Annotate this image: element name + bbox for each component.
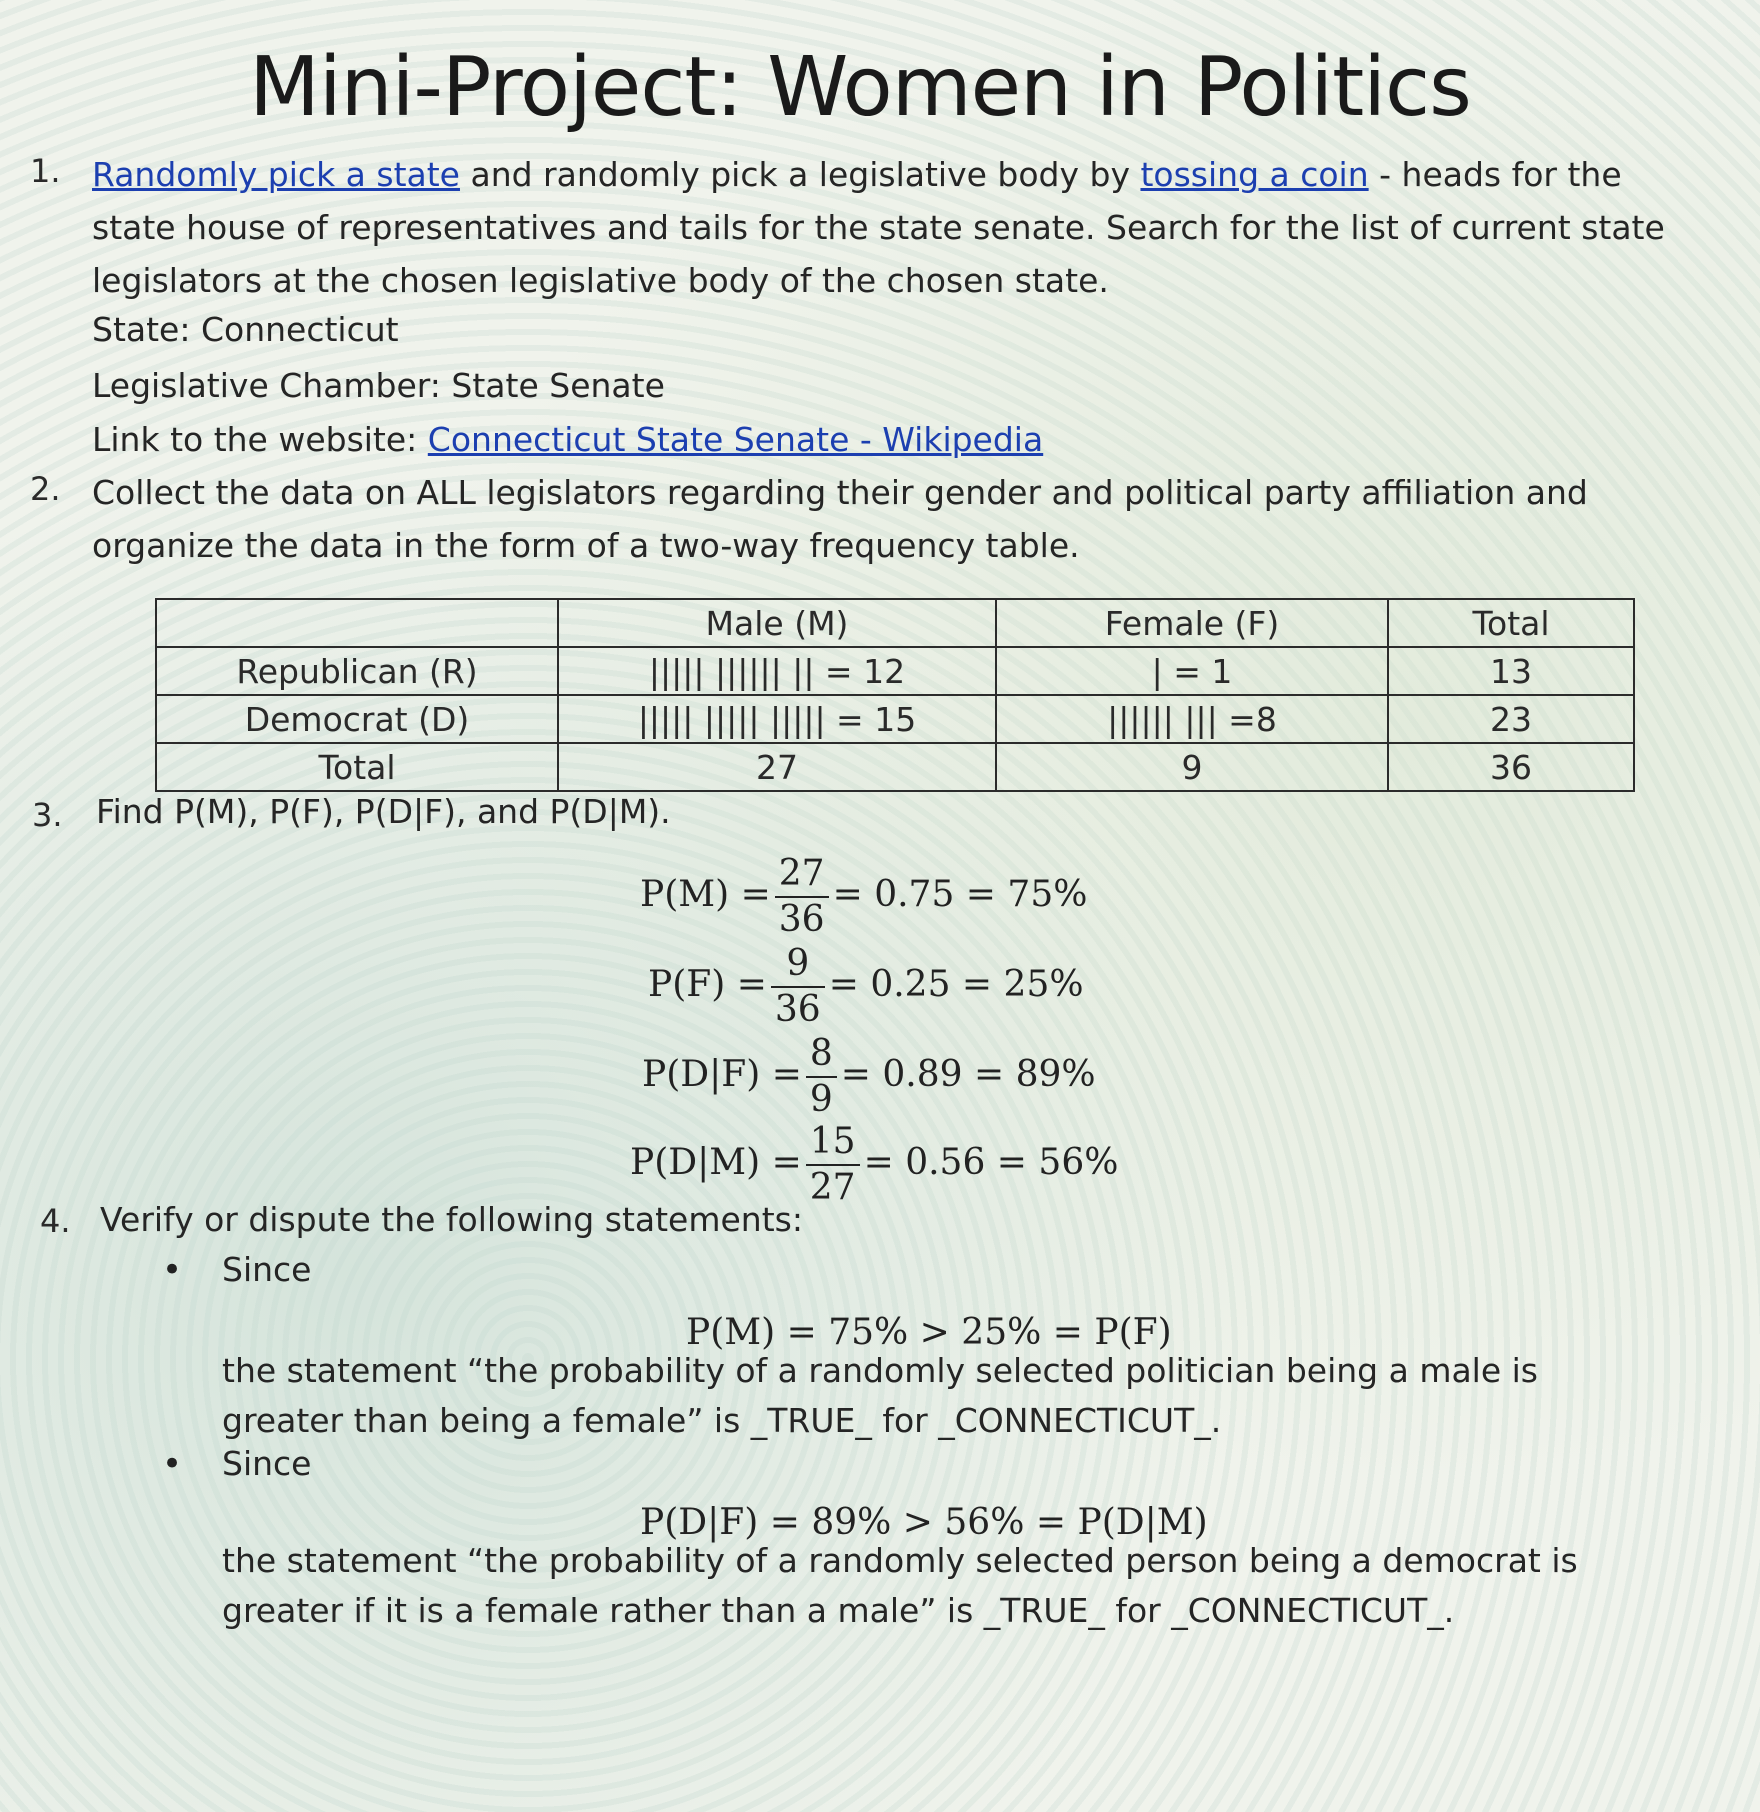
equation-lhs: P(F) = bbox=[648, 964, 767, 1005]
wikipedia-link[interactable]: Connecticut State Senate - Wikipedia bbox=[427, 420, 1044, 459]
denominator: 27 bbox=[809, 1167, 856, 1208]
item-1-text bbox=[92, 148, 1692, 307]
denominator: 9 bbox=[809, 1079, 833, 1120]
table-cell: 27 bbox=[558, 743, 996, 791]
equation-rhs: = 0.56 = 56% bbox=[863, 1142, 1119, 1183]
numerator: 8 bbox=[806, 1032, 837, 1078]
equation-pf bbox=[648, 942, 1084, 1032]
item-4-text: Verify or dispute the following statements: bbox=[100, 1200, 803, 1239]
table-cell: 13 bbox=[1388, 647, 1634, 695]
random-state-link[interactable]: Randomly pick a state bbox=[92, 155, 460, 194]
table-cell: 9 bbox=[996, 743, 1388, 791]
equation-lhs: P(D|M) = bbox=[630, 1142, 802, 1183]
numerator: 15 bbox=[806, 1120, 860, 1166]
toss-coin-link[interactable]: tossing a coin bbox=[1140, 155, 1369, 194]
table-header-cell bbox=[156, 599, 558, 647]
equation-lhs: P(D|F) = bbox=[642, 1054, 802, 1095]
item-4-number: 4. bbox=[40, 1202, 71, 1240]
item-1-text-part1: and randomly pick a legislative body by bbox=[459, 155, 1141, 194]
fraction bbox=[806, 1032, 837, 1122]
denominator: 36 bbox=[778, 899, 825, 940]
bullet-2-math: P(D|F) = 89% > 56% = P(D|M) bbox=[640, 1502, 1208, 1543]
table-cell: |||||| ||| =8 bbox=[996, 695, 1388, 743]
numerator: 27 bbox=[775, 852, 829, 898]
table-cell: | = 1 bbox=[996, 647, 1388, 695]
fraction bbox=[806, 1120, 860, 1210]
table-header-row bbox=[156, 599, 1634, 647]
table-row bbox=[156, 743, 1634, 791]
table-cell: 23 bbox=[1388, 695, 1634, 743]
item-1-number: 1. bbox=[30, 152, 61, 190]
row-label: Total bbox=[156, 743, 558, 791]
item-2-text: Collect the data on ALL legislators regarding their gender and political party affiliation and organize the data in the form of a two-way frequency table. bbox=[92, 473, 1588, 565]
table-header-cell: Male (M) bbox=[558, 599, 996, 647]
table-row bbox=[156, 695, 1634, 743]
numerator: 9 bbox=[771, 942, 825, 988]
state-line: State: Connecticut bbox=[92, 310, 399, 349]
table-cell: ||||| |||||| || = 12 bbox=[558, 647, 996, 695]
chamber-line: Legislative Chamber: State Senate bbox=[92, 366, 665, 405]
equation-pdf bbox=[642, 1032, 1096, 1122]
bullet-1-math: P(M) = 75% > 25% = P(F) bbox=[686, 1312, 1172, 1353]
table-header-cell: Total bbox=[1388, 599, 1634, 647]
page-title: Mini-Project: Women in Politics bbox=[249, 40, 1471, 135]
row-label: Republican (R) bbox=[156, 647, 558, 695]
equation-pm bbox=[640, 852, 1087, 942]
equation-rhs: = 0.25 = 25% bbox=[828, 964, 1084, 1005]
equation-lhs: P(M) = bbox=[640, 874, 771, 915]
bullet-2-since: Since bbox=[222, 1444, 312, 1483]
table-header-cell: Female (F) bbox=[996, 599, 1388, 647]
equation-rhs: = 0.89 = 89% bbox=[840, 1054, 1096, 1095]
equation-rhs: = 0.75 = 75% bbox=[832, 874, 1088, 915]
bullet-2-statement: the statement “the probability of a randomly selected person being a democrat is greater if it is a female rather than a male” is _TRUE_ for _CONNECTICUT_. bbox=[222, 1541, 1578, 1630]
denominator: 36 bbox=[774, 989, 821, 1030]
fraction bbox=[771, 942, 825, 1032]
equation-pdm bbox=[630, 1120, 1118, 1210]
frequency-table bbox=[155, 598, 1635, 792]
table-cell: ||||| ||||| ||||| = 15 bbox=[558, 695, 996, 743]
table-row bbox=[156, 647, 1634, 695]
row-label: Democrat (D) bbox=[156, 695, 558, 743]
item-3-text: Find P(M), P(F), P(D|F), and P(D|M). bbox=[96, 792, 671, 831]
item-1-text-part2: - heads for the state house of representatives and tails for the state senate. Search for the list of current state legislators at the chosen legislative body of the chosen state. bbox=[92, 155, 1665, 300]
table-cell: 36 bbox=[1388, 743, 1634, 791]
bullet-dot: • bbox=[162, 1250, 183, 1290]
bullet-dot: • bbox=[162, 1444, 183, 1484]
item-2-number: 2. bbox=[30, 470, 61, 508]
bullet-1-since: Since bbox=[222, 1250, 312, 1289]
bullet-1-statement: the statement “the probability of a randomly selected politician being a male is greater than being a female” is _TRUE_ for _CONNECTICUT_. bbox=[222, 1351, 1539, 1440]
website-label: Link to the website: bbox=[92, 420, 428, 459]
item-3-number: 3. bbox=[32, 796, 63, 834]
fraction bbox=[775, 852, 829, 942]
website-line bbox=[92, 420, 1043, 459]
